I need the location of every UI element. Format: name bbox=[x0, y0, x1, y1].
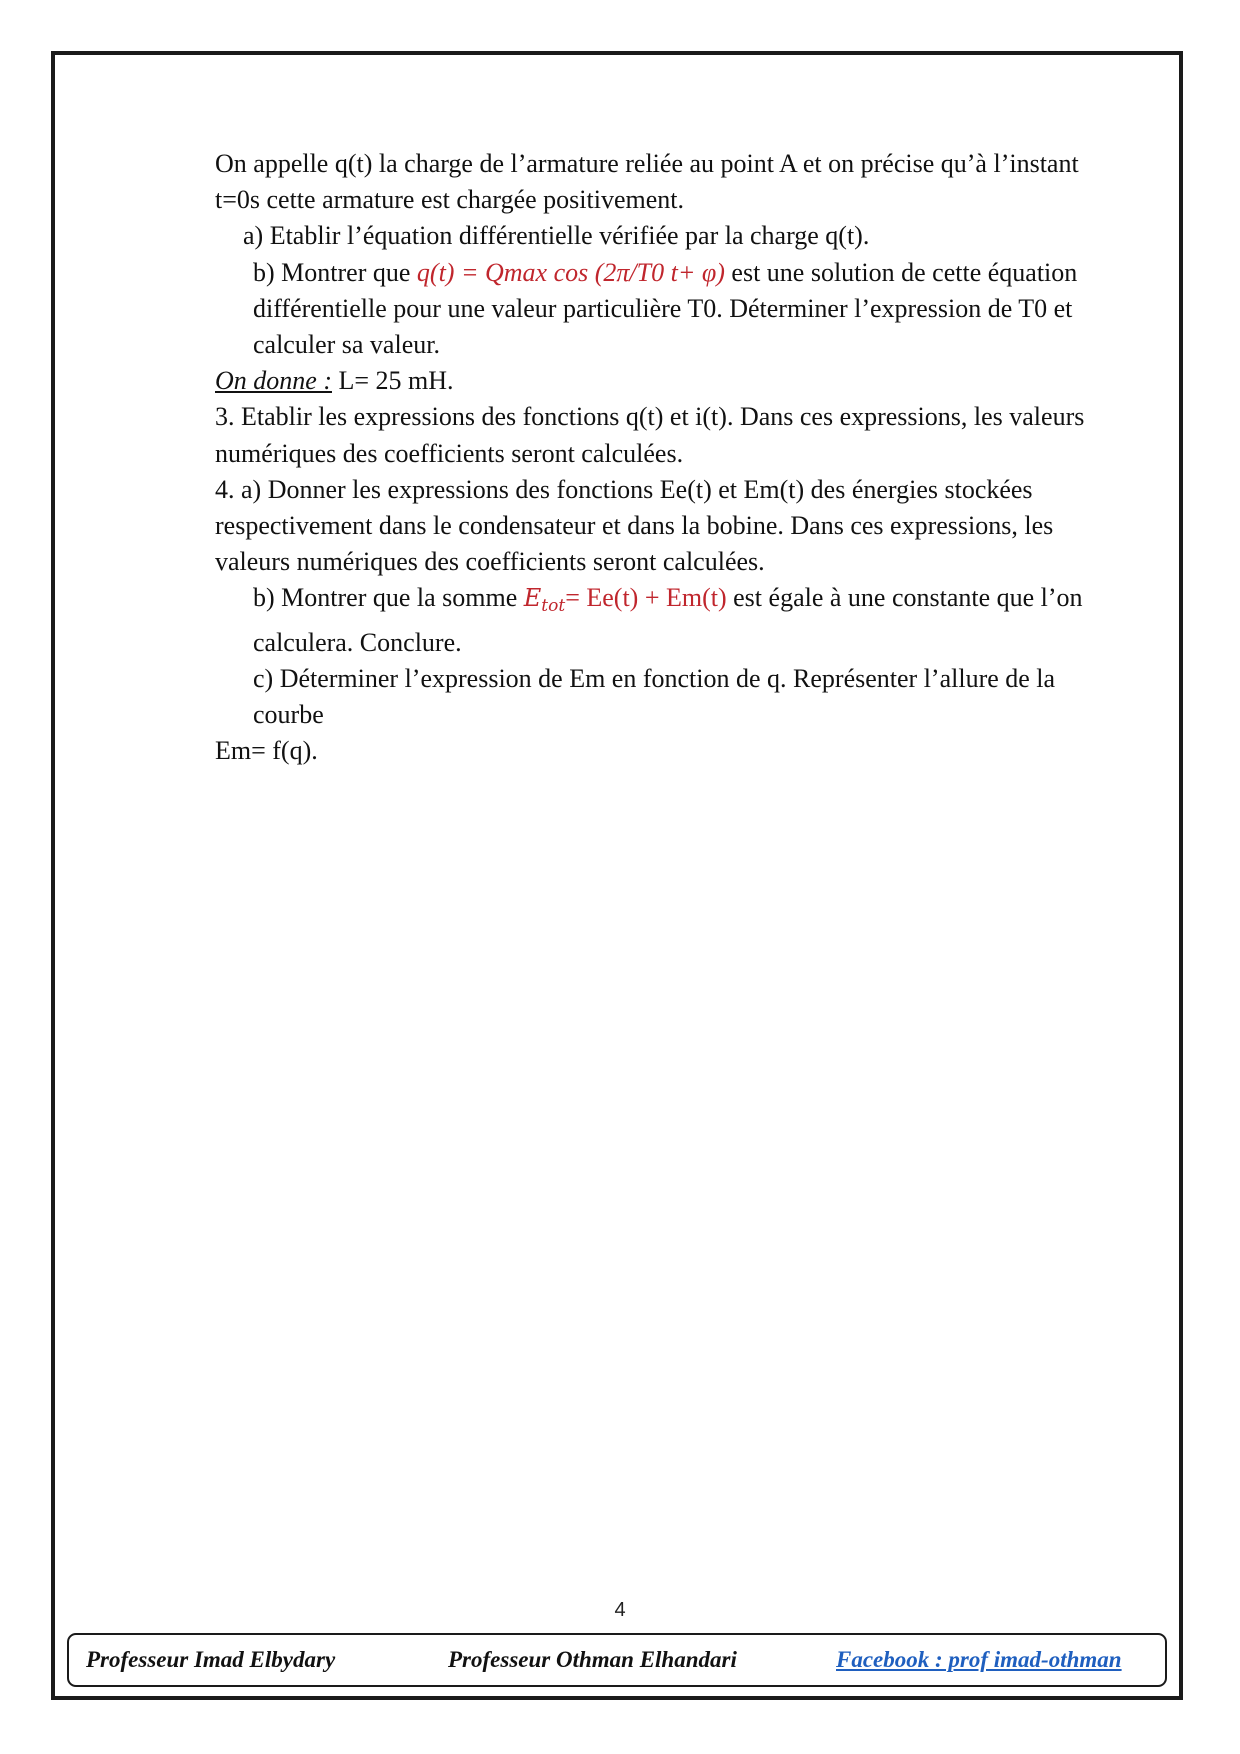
question-3: 3. Etablir les expressions des fonctions q(t) et i(t). Dans ces expressions, les valeurs numériques des coefficients seront calculées. bbox=[215, 402, 1085, 468]
given-values bbox=[215, 363, 1095, 399]
total-energy-symbol: $E_{tot}$ bbox=[523, 584, 566, 617]
charge-formula: q(t) = Qmax cos (2π/T0 t+ φ) bbox=[416, 257, 725, 287]
footer-author-othman: Professeur Othman Elhandari bbox=[448, 1647, 737, 1672]
question-b-prefix: b) Montrer que bbox=[253, 257, 417, 287]
question-4c: c) Déterminer l’expression de Em en fonction de q. Représenter l’allure de la courbe bbox=[253, 663, 1056, 730]
energy-sum-formula: = Ee(t) + Em(t) bbox=[565, 583, 727, 613]
facebook-link[interactable]: Facebook : prof imad-othman bbox=[836, 1647, 1122, 1672]
given-label: On donne : bbox=[215, 366, 332, 396]
question-b-suffix: est une solution de cette équation différentielle pour une valeur particulière T0. Déterminer l’expression de T0 et calculer sa valeur. bbox=[253, 257, 1078, 360]
paragraph-intro: On appelle q(t) la charge de l’armature reliée au point A et on précise qu’à l’instant t=0s cette armature est chargée positivement. bbox=[215, 149, 1079, 215]
footer-author-imad: Professeur Imad Elbydary bbox=[86, 1647, 336, 1672]
given-value: L= 25 mH. bbox=[331, 366, 454, 396]
question-4b-suffix: est égale à une constante que l’on calculera. Conclure. bbox=[253, 583, 1083, 657]
question-4c-curve: Em= f(q). bbox=[215, 736, 318, 766]
question-a: a) Etablir l’équation différentielle vérifiée par la charge q(t). bbox=[243, 221, 870, 251]
question-4b-prefix: b) Montrer que la somme bbox=[253, 583, 524, 613]
page-number: 4 bbox=[614, 1599, 626, 1621]
question-b bbox=[215, 255, 1095, 364]
question-4a: 4. a) Donner les expressions des fonctions Ee(t) et Em(t) des énergies stockées respectivement dans le condensateur et dans la bobine. Dans ces expressions, les valeurs numériques des coefficients seront calculées. bbox=[215, 474, 1054, 577]
question-4b bbox=[215, 580, 1095, 660]
exercise-text bbox=[215, 146, 1095, 769]
footer bbox=[67, 1633, 1167, 1687]
